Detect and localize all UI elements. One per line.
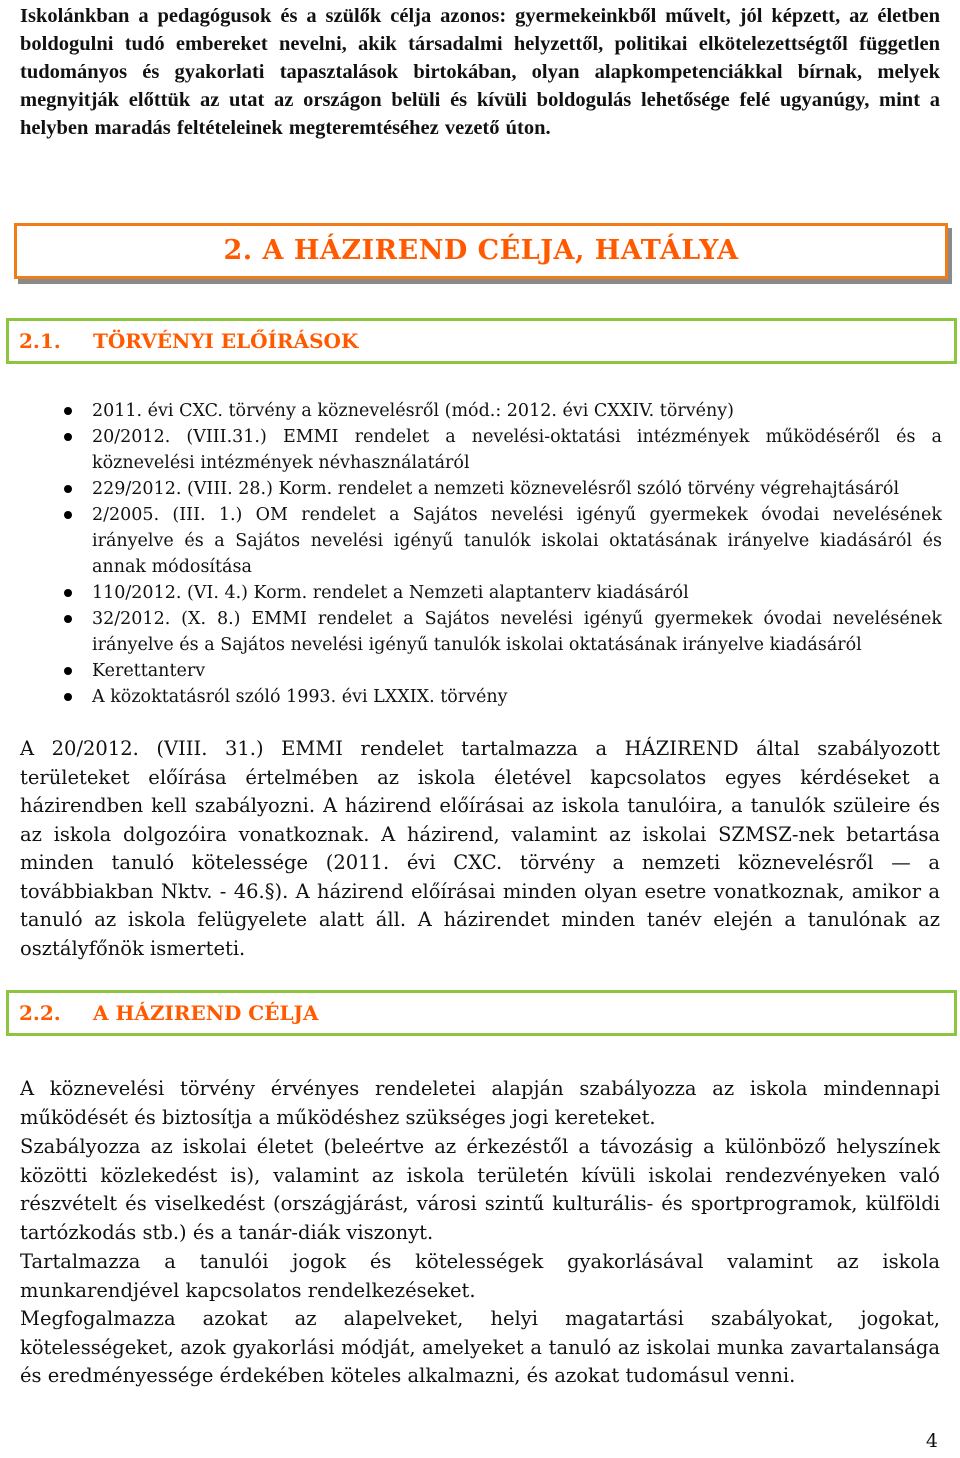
list-item (20, 476, 942, 502)
section-title: TÖRVÉNYI ELŐÍRÁSOK (93, 329, 359, 353)
bullet-icon (64, 511, 72, 519)
section-number: 2.2. (19, 1001, 61, 1025)
list-item (20, 606, 942, 658)
intro-paragraph: Iskolánkban a pedagógusok és a szülők célja azonos: gyermekeinkből művelt, jól képzett, az életben boldogulni tudó embereket nevelni, akik társadalmi helyzettől, politikai elkötelezettségtől független tudományos és gyakorlati tapasztalások birtokában, olyan alapkompetenciákkal bírnak, melyek megnyitják előttük az utat az országon belüli és kívüli boldogulás lehetősége felé ugyanúgy, mint a helyben maradás feltételeinek megteremtéséhez vezető úton. (20, 5, 940, 139)
bullet-icon (64, 615, 72, 623)
bullet-icon (64, 589, 72, 597)
list-item (20, 658, 942, 684)
bullet-icon (64, 667, 72, 675)
body-paragraph: A köznevelési törvény érvényes rendeletei alapján szabályozza az iskola mindennapi működését és biztosítja a működéshez szükséges jogi kereteket. (20, 1077, 940, 1129)
body-paragraph: Tartalmazza a tanulói jogok és kötelességek gyakorlásával valamint az iskola munkarendjével kapcsolatos rendelkezéseket. (20, 1250, 940, 1302)
bullet-icon (64, 433, 72, 441)
list-item-text: 32/2012. (X. 8.) EMMI rendelet a Sajátos nevelési igényű gyermekek óvodai nevelésének irányelve és a Sajátos nevelési igényű tanulók iskolai oktatásának irányelve kiadásáról (92, 609, 942, 655)
list-item-text: 20/2012. (VIII.31.) EMMI rendelet a nevelési-oktatási intézmények működéséről és a köznevelési intézmények névhasználatáról (92, 427, 942, 473)
law-list (20, 398, 942, 710)
list-item-text: Kerettanterv (92, 661, 206, 681)
page-number: 4 (925, 1430, 938, 1452)
bullet-icon (64, 693, 72, 701)
list-item (20, 398, 942, 424)
list-item (20, 502, 942, 580)
list-item-text: 2/2005. (III. 1.) OM rendelet a Sajátos nevelési igényű gyermekek óvodai nevelésének irányelve és a Sajátos nevelési igényű tanulók iskolai oktatásának irányelve kiadásáról és annak módosítása (92, 505, 942, 577)
list-item (20, 684, 942, 710)
body-paragraph: A 20/2012. (VIII. 31.) EMMI rendelet tartalmazza a HÁZIREND által szabályozott területeket előírása értelmében az iskola életével kapcsolatos egyes kérdéseket a házirendben kell szabályozni. A házirend előírásai az iskola tanulóira, a tanulók szüleire és az iskola dolgozóira vonatkoznak. A házirend, valamint az iskolai SZMSZ-nek betartása minden tanuló kötelessége (2011. évi CXC. törvény a nemzeti köznevelésről — a továbbiakban Nktv. - 46.§). A házirend előírásai minden olyan esetre vonatkoznak, amikor a tanuló az iskola felügyelete alatt áll. A házirendet minden tanév elején a tanulónak az osztályfőnök ismerteti. (20, 737, 940, 960)
body-paragraph: Szabályozza az iskolai életet (beleértve az érkezéstől a távozásig a különböző helyszínek közötti közlekedést is), valamint az iskola területén kívüli iskolai rendezvényeken való részvételt és viselkedést (országjárást, városi szintű kulturális- és sportprogramok, külföldi tartózkodás stb.) és a tanár-diák viszonyt. (20, 1135, 940, 1244)
list-item-text: 229/2012. (VIII. 28.) Korm. rendelet a nemzeti köznevelésről szóló törvény végrehajtásáról (92, 479, 900, 499)
section-heading-box (6, 318, 957, 364)
section-heading-box (6, 990, 957, 1036)
list-item-text: 2011. évi CXC. törvény a köznevelésről (mód.: 2012. évi CXXIV. törvény) (92, 401, 734, 421)
chapter-heading-box (14, 223, 948, 279)
list-item (20, 580, 942, 606)
bullet-icon (64, 407, 72, 415)
list-item-text: 110/2012. (VI. 4.) Korm. rendelet a Nemzeti alaptanterv kiadásáról (92, 583, 689, 603)
chapter-title: 2. A HÁZIREND CÉLJA, HATÁLYA (223, 235, 739, 266)
list-item-text: A közoktatásról szóló 1993. évi LXXIX. törvény (92, 687, 508, 707)
body-paragraph: Megfogalmazza azokat az alapelveket, helyi magatartási szabályokat, jogokat, kötelességeket, azok gyakorlási módját, amelyeket a tanuló az iskolai munka zavartalansága és eredményessége érdekében köteles alkalmazni, és azokat tudomásul venni. (20, 1307, 940, 1387)
bullet-icon (64, 485, 72, 493)
list-item (20, 424, 942, 476)
section-title: A HÁZIREND CÉLJA (93, 1001, 319, 1025)
section-number: 2.1. (19, 329, 61, 353)
